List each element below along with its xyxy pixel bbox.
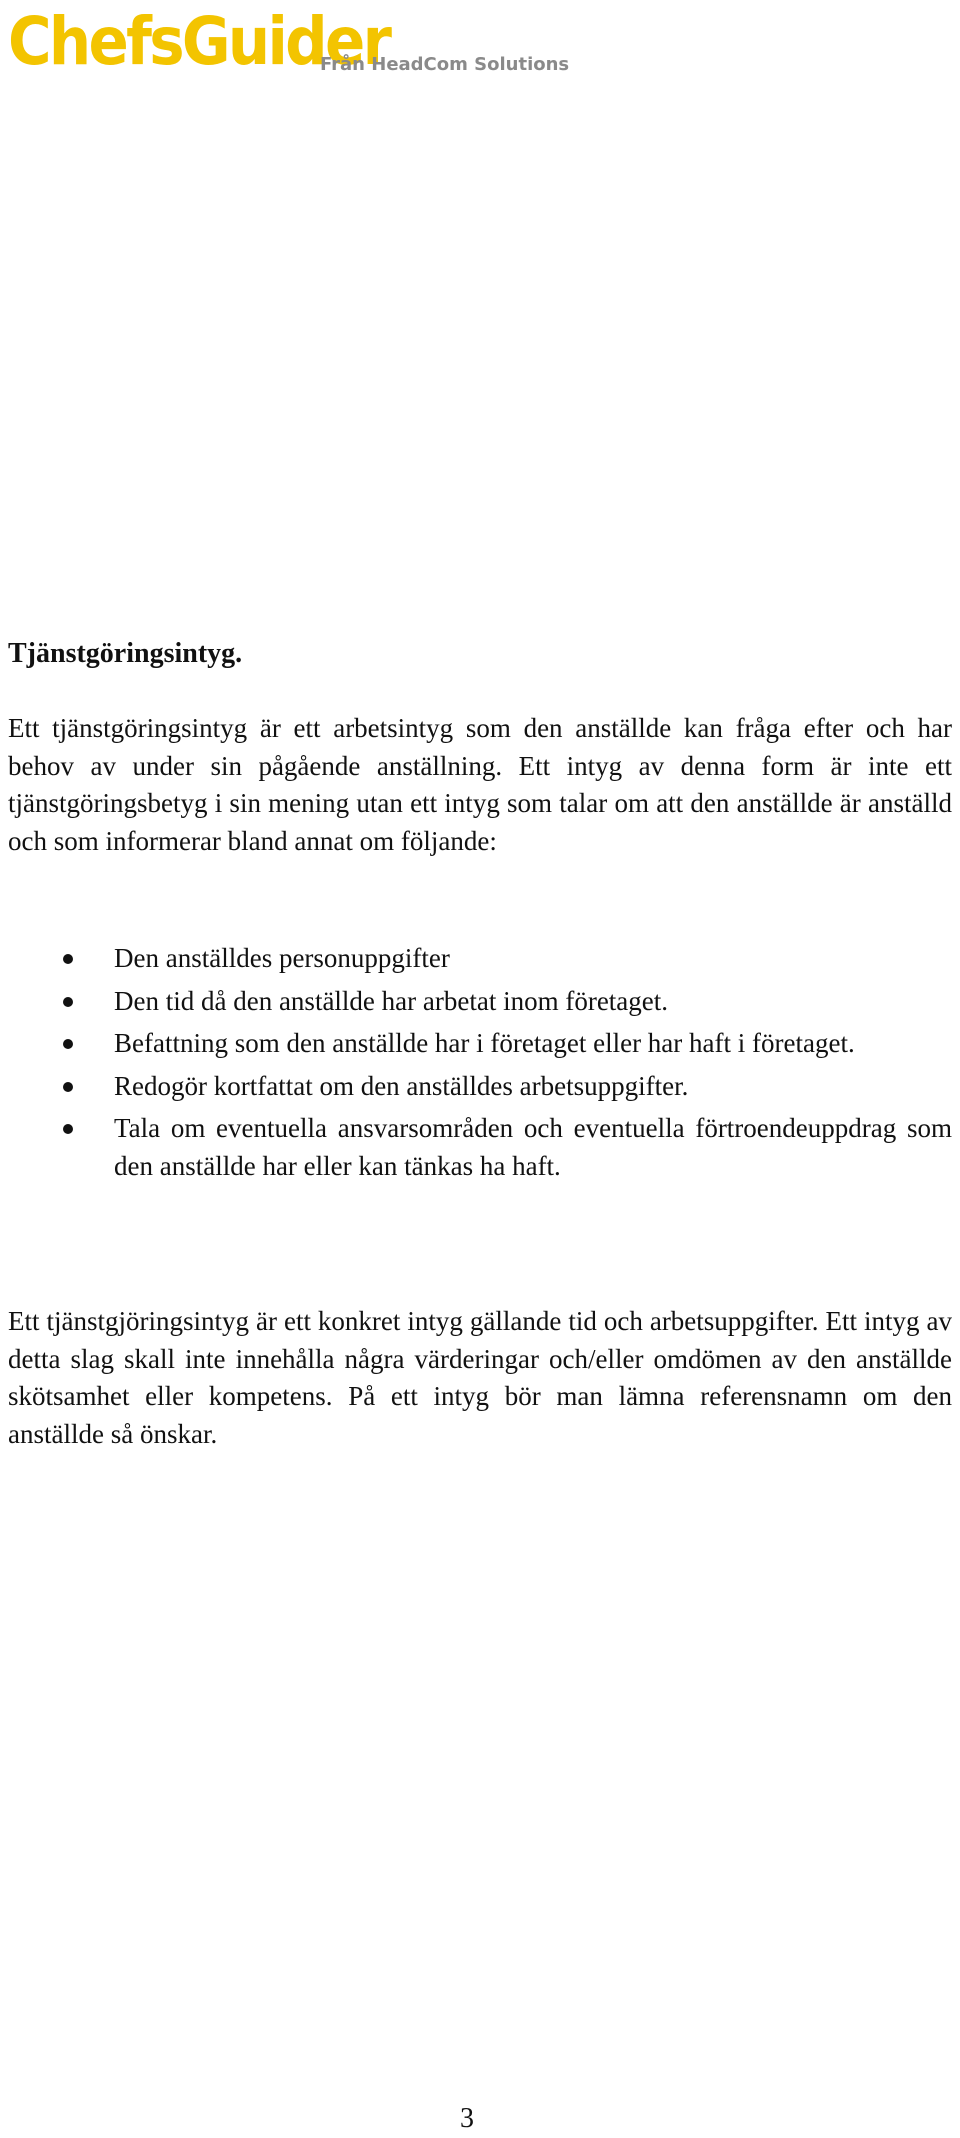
document-title: Tjänstgöringsintyg. (8, 638, 243, 669)
page-number: 3 (460, 2103, 474, 2134)
list-item (8, 983, 952, 1021)
bullet-icon (63, 997, 73, 1007)
list-item-text: Redogör kortfattat om den anställdes arbetsuppgifter. (114, 1070, 689, 1101)
list-item-text: Den anställdes personuppgifter (114, 943, 450, 973)
list-item (8, 1068, 952, 1106)
bullet-icon (63, 1082, 73, 1092)
list-item (8, 1110, 952, 1185)
bullet-icon (63, 1124, 73, 1134)
intro-paragraph: Ett tjänstgöringsintyg är ett arbetsintyg som den anställde kan fråga efter och har behov av under sin pågående anställning. Ett intyg av denna form är inte ett tjänstgöringsbetyg i sin mening utan ett intyg som talar om att den anställde är anställd och som informerar bland annat om följande: (8, 713, 952, 856)
logo-text: ChefsGuider (8, 3, 390, 80)
list-item-text: Den tid då den anställde har arbetat inom företaget. (114, 985, 669, 1016)
list-item-text: Tala om eventuella ansvarsområden och eventuella förtroendeuppdrag som den anställde har eller kan tänkas ha haft. (114, 1113, 952, 1181)
logo-subtitle: Från HeadCom Solutions (320, 54, 570, 75)
bullet-list (8, 940, 952, 1190)
bullet-icon (63, 954, 73, 964)
bullet-icon (63, 1039, 73, 1049)
chefsguider-logo (8, 2, 570, 82)
list-item (8, 1025, 952, 1063)
list-item (8, 940, 952, 978)
outro-paragraph: Ett tjänstgjöringsintyg är ett konkret intyg gällande tid och arbetsuppgifter. Ett intyg av detta slag skall inte innehålla några värderingar och/eller omdömen av den anställde skötsamhet eller kompetens. På ett intyg bör man lämna referensnamn om den anställde så önskar. (8, 1306, 952, 1449)
list-item-text: Befattning som den anställde har i företaget eller har haft i företaget. (114, 1028, 855, 1058)
